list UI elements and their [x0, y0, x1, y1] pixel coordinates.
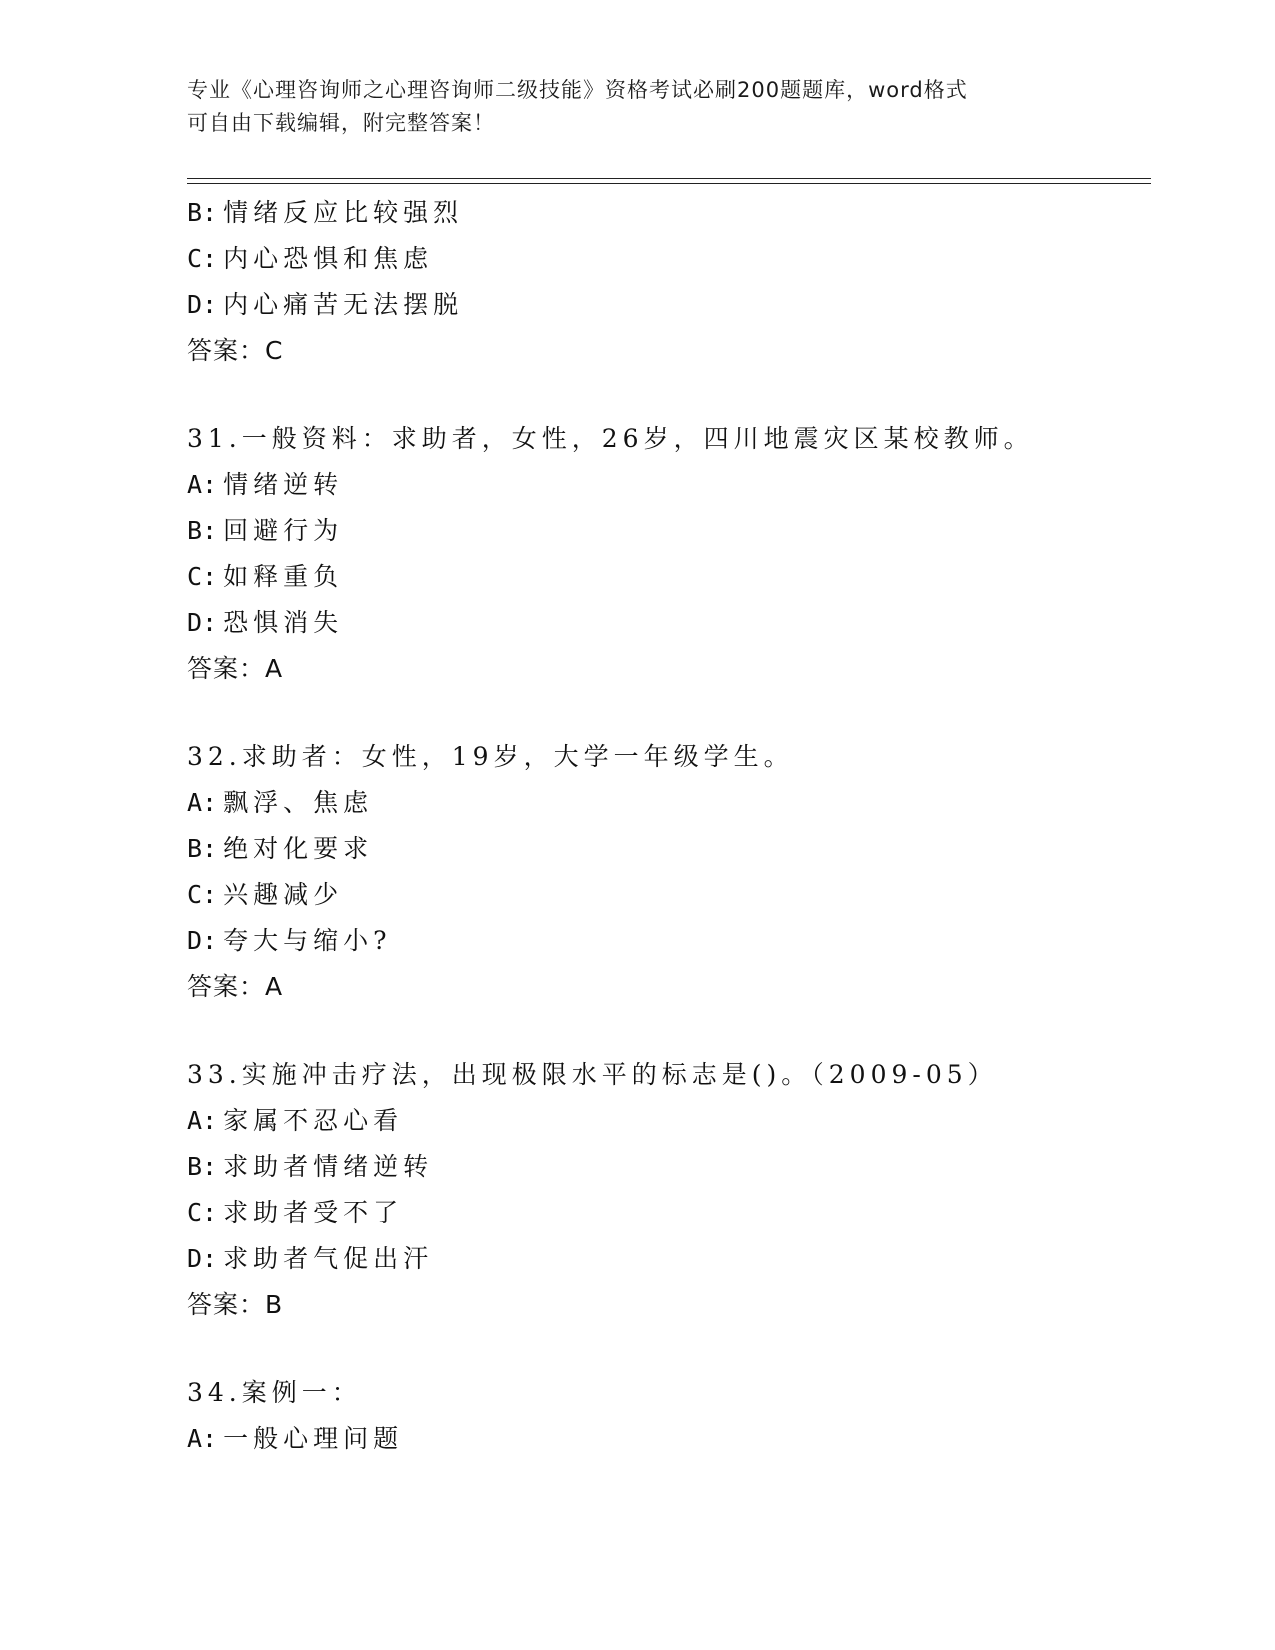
question-block-33	[187, 1052, 1151, 1328]
option-a: A: 一般心理问题	[187, 1424, 404, 1453]
option-d: D: 夸大与缩小?	[187, 926, 392, 955]
option-c: C: 兴趣减少	[187, 880, 344, 909]
option-b: B: 绝对化要求	[187, 834, 374, 863]
header-rule-bottom	[187, 183, 1151, 184]
option-a: A: 情绪逆转	[187, 470, 344, 499]
question-list	[187, 190, 1151, 1462]
question-text: 34.案例一：	[187, 1378, 362, 1407]
option-a: A: 飘浮、焦虑	[187, 788, 374, 817]
question-text: 31.一般资料：求助者，女性，26岁，四川地震灾区某校教师。	[187, 424, 1034, 453]
question-text: 32.求助者：女性，19岁，大学一年级学生。	[187, 742, 794, 771]
option-c: C: 如释重负	[187, 562, 344, 591]
option-a: A: 家属不忍心看	[187, 1106, 404, 1135]
header-rule-top	[187, 178, 1151, 179]
question-block-31	[187, 416, 1151, 692]
answer-line: 答案：C	[187, 336, 284, 365]
header-line-2: 可自由下载编辑，附完整答案！	[187, 111, 495, 135]
answer-line: 答案：B	[187, 1290, 284, 1319]
option-d: D: 求助者气促出汗	[187, 1244, 434, 1273]
answer-line: 答案：A	[187, 654, 284, 683]
option-b: B: 求助者情绪逆转	[187, 1152, 434, 1181]
question-block-32	[187, 734, 1151, 1010]
answer-line: 答案：A	[187, 972, 284, 1001]
header-line-1: 专业《心理咨询师之心理咨询师二级技能》资格考试必刷200题题库，word格式	[187, 78, 968, 102]
option-d: D: 恐惧消失	[187, 608, 344, 637]
question-block-34	[187, 1370, 1151, 1462]
option-b: B: 回避行为	[187, 516, 344, 545]
option-c: C: 内心恐惧和焦虑	[187, 244, 434, 273]
option-c: C: 求助者受不了	[187, 1198, 404, 1227]
option-d: D: 内心痛苦无法摆脱	[187, 290, 464, 319]
option-b: B: 情绪反应比较强烈	[187, 198, 464, 227]
question-text: 33.实施冲击疗法，出现极限水平的标志是()。（2009-05）	[187, 1060, 998, 1089]
question-block-30	[187, 190, 1151, 374]
document-header	[187, 74, 1087, 140]
